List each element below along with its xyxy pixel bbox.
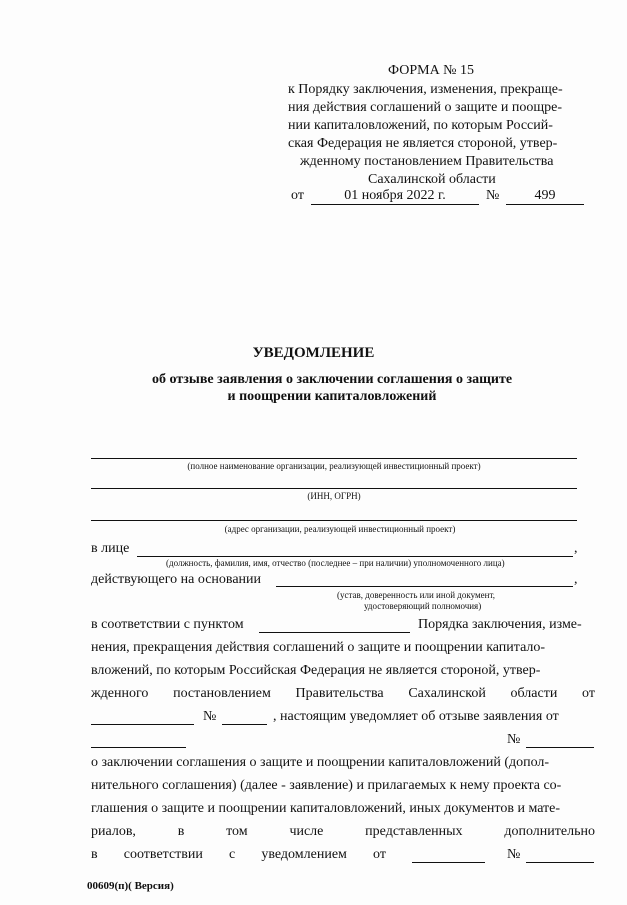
- body-line-11-word: уведомлением: [261, 847, 347, 862]
- basis-label: действующего на основании: [91, 572, 262, 587]
- header-line-2: ния действия соглашений о защите и поощре-: [288, 100, 563, 115]
- body-line-11: [91, 847, 386, 863]
- body-line-11-word: с: [229, 847, 236, 862]
- body-line-11-num: №: [507, 847, 521, 862]
- body-line-10: [91, 824, 595, 840]
- body-line-4-word: Сахалинской: [408, 686, 486, 701]
- basis-line: [276, 586, 573, 587]
- header-number: [506, 188, 584, 205]
- resolution-number-line: [222, 724, 267, 725]
- body-line-10-word: представленных: [365, 824, 463, 839]
- body-line-1a: в соответствии с пунктом: [91, 617, 244, 632]
- document-title: УВЕДОМЛЕНИЕ: [252, 345, 375, 361]
- basis-caption-2: удостоверяющий полномочия): [364, 601, 482, 611]
- body-line-10-word: том: [226, 824, 248, 839]
- header-line-1: к Порядку заключения, изменения, прекраще-: [288, 82, 563, 97]
- body-line-1b: Порядка заключения, изме-: [418, 617, 582, 632]
- body-line-11-word: соответствии: [123, 847, 203, 862]
- header-number-text: 499: [534, 188, 556, 203]
- application-date-line: [91, 747, 186, 748]
- person-label: в лице: [91, 541, 130, 556]
- header-from-label: от: [291, 188, 304, 203]
- org-name-line: [91, 458, 577, 459]
- footer-code: 00609(п)( Версия): [87, 880, 174, 892]
- body-line-4-word: от: [582, 686, 595, 701]
- person-caption: (должность, фамилия, имя, отчество (последнее – при наличии) уполномоченного лица): [166, 558, 505, 568]
- inn-line: [91, 488, 577, 489]
- document-subtitle-1: об отзыве заявления о заключении соглашения о защите: [151, 372, 513, 387]
- org-name-caption: (полное наименование организации, реализующей инвестиционный проект): [187, 461, 481, 471]
- clause-line: [259, 632, 410, 633]
- header-date-text: 01 ноября 2022 г.: [344, 188, 446, 203]
- body-line-11-word: в: [91, 847, 98, 862]
- notice-number-line: [526, 862, 594, 863]
- body-line-10-word: дополнительно: [504, 824, 595, 839]
- body-line-6-num: №: [507, 732, 521, 747]
- body-line-10-word: риалов,: [91, 824, 136, 839]
- header-line-4: ская Федерация не является стороной, утвер-: [288, 136, 558, 151]
- notice-date-line: [412, 862, 485, 863]
- person-line: [137, 556, 573, 557]
- body-line-4-word: жденного: [91, 686, 149, 701]
- body-line-3: вложений, по которым Российская Федерация не является стороной, утвер-: [91, 663, 541, 678]
- basis-caption-1: (устав, доверенность или иной документ,: [337, 590, 495, 600]
- header-date: [311, 188, 479, 205]
- body-line-4-word: постановлением: [173, 686, 271, 701]
- body-line-4: [91, 686, 595, 702]
- address-line: [91, 520, 577, 521]
- body-line-9: глашения о защите и поощрении капиталовложений, иных документов и мате-: [91, 801, 561, 816]
- body-line-4-word: Правительства: [295, 686, 384, 701]
- resolution-date-line: [91, 724, 194, 725]
- body-line-4-word: области: [510, 686, 558, 701]
- body-line-11-word: от: [373, 847, 386, 862]
- header-num-label: №: [486, 188, 500, 203]
- body-line-5-num: №: [203, 709, 217, 724]
- body-line-10-word: числе: [289, 824, 324, 839]
- inn-caption: (ИНН, ОГРН): [307, 491, 361, 501]
- application-number-line: [526, 747, 594, 748]
- form-label: ФОРМА № 15: [388, 63, 475, 78]
- header-line-5: жденному постановлением Правительства: [300, 154, 554, 169]
- basis-comma: ,: [574, 572, 578, 587]
- header-line-6: Сахалинской области: [368, 172, 496, 187]
- header-line-3: нии капиталовложений, по которым Россий-: [288, 118, 553, 133]
- body-line-2: нения, прекращения действия соглашений о защите и поощрении капитало-: [91, 640, 546, 655]
- body-line-10-word: в: [177, 824, 185, 839]
- body-line-5-text: , настоящим уведомляет об отзыве заявления от: [273, 709, 559, 724]
- body-line-8: нительного соглашения) (далее - заявление) и прилагаемых к нему проекта со-: [91, 778, 562, 793]
- address-caption: (адрес организации, реализующей инвестиционный проект): [224, 524, 456, 534]
- person-comma: ,: [574, 541, 578, 556]
- body-line-7: о заключении соглашения о защите и поощрении капиталовложений (допол-: [91, 755, 550, 770]
- document-subtitle-2: и поощрении капиталовложений: [227, 389, 437, 404]
